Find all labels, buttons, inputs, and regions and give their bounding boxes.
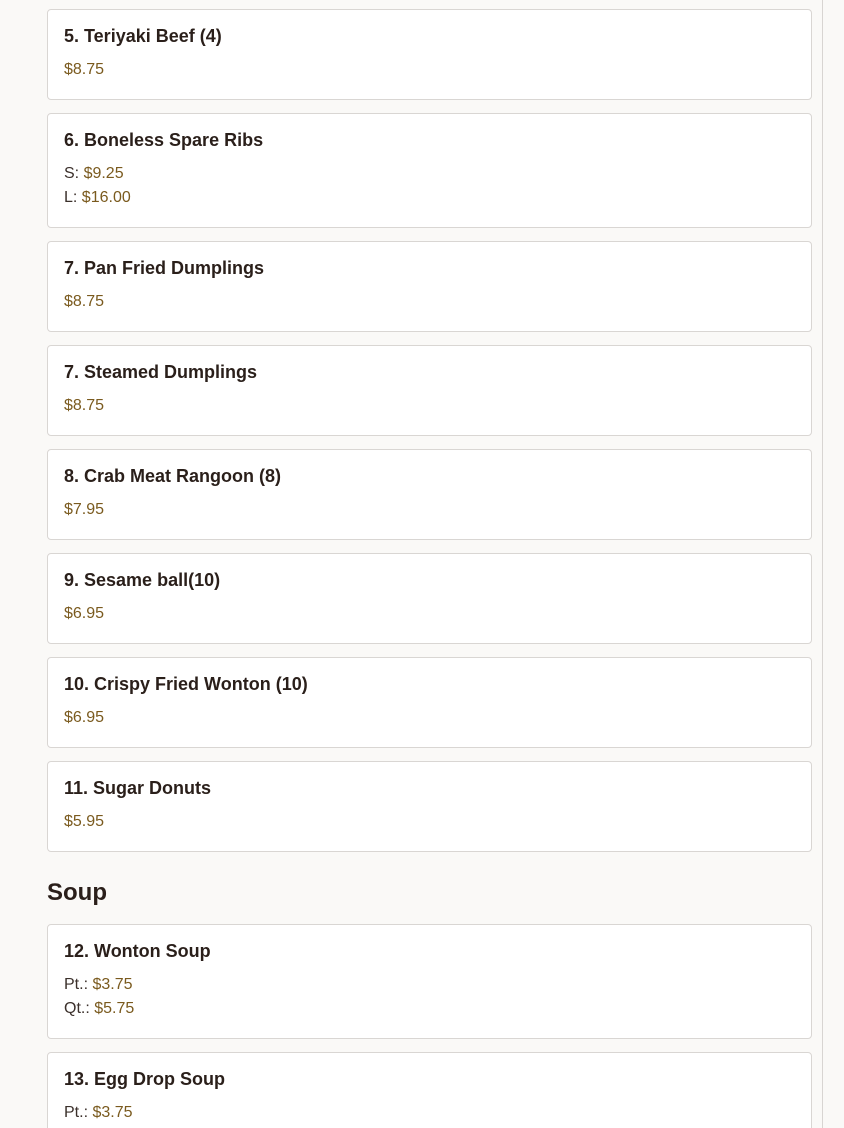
item-price: $8.75 (64, 397, 105, 414)
item-price: $6.95 (64, 709, 105, 726)
item-name: 10. Crispy Fried Wonton (10) (64, 674, 308, 694)
menu-item-card[interactable] (47, 657, 812, 748)
item-price: $16.00 (81, 189, 131, 206)
price-line (64, 290, 795, 314)
scroll-container-edge (822, 0, 823, 1128)
price-line (64, 810, 795, 834)
price-line (64, 162, 795, 186)
price-label: L: (64, 189, 82, 206)
menu-item-card[interactable] (47, 241, 812, 332)
menu-item-card[interactable] (47, 553, 812, 644)
menu-item-card[interactable] (47, 345, 812, 436)
price-line (64, 706, 795, 730)
menu-item-card[interactable] (47, 1052, 812, 1128)
price-label: Qt.: (64, 1000, 95, 1017)
price-label: S: (64, 165, 84, 182)
item-price: $5.95 (64, 813, 105, 830)
item-price: $7.95 (64, 501, 105, 518)
item-name: 13. Egg Drop Soup (64, 1069, 226, 1089)
price-label: Pt.: (64, 1104, 93, 1121)
item-name: 6. Boneless Spare Ribs (64, 130, 264, 150)
item-price: $9.25 (83, 165, 124, 182)
menu-item-card[interactable] (47, 761, 812, 852)
price-line (64, 394, 795, 418)
item-name: 7. Pan Fried Dumplings (64, 258, 265, 278)
price-line (64, 1101, 795, 1125)
item-name: 11. Sugar Donuts (64, 778, 212, 798)
menu-item-card[interactable] (47, 449, 812, 540)
price-line (64, 498, 795, 522)
menu-list (47, 9, 812, 1128)
item-price: $5.75 (94, 1000, 135, 1017)
price-line (64, 602, 795, 626)
price-label: Pt.: (64, 976, 93, 993)
item-name: 7. Steamed Dumplings (64, 362, 258, 382)
menu-item-card[interactable] (47, 9, 812, 100)
section-title-soup: Soup (47, 879, 107, 906)
item-price: $3.75 (92, 976, 133, 993)
item-price: $6.95 (64, 605, 105, 622)
item-name: 9. Sesame ball(10) (64, 570, 221, 590)
item-price: $8.75 (64, 61, 105, 78)
item-name: 8. Crab Meat Rangoon (8) (64, 466, 282, 486)
item-name: 5. Teriyaki Beef (4) (64, 26, 222, 46)
item-price: $3.75 (92, 1104, 133, 1121)
price-line (64, 186, 795, 210)
price-line (64, 58, 795, 82)
price-line (64, 997, 795, 1021)
menu-item-card[interactable] (47, 924, 812, 1039)
menu-item-card[interactable] (47, 113, 812, 228)
item-price: $8.75 (64, 293, 105, 310)
item-name: 12. Wonton Soup (64, 941, 211, 961)
price-line (64, 973, 795, 997)
